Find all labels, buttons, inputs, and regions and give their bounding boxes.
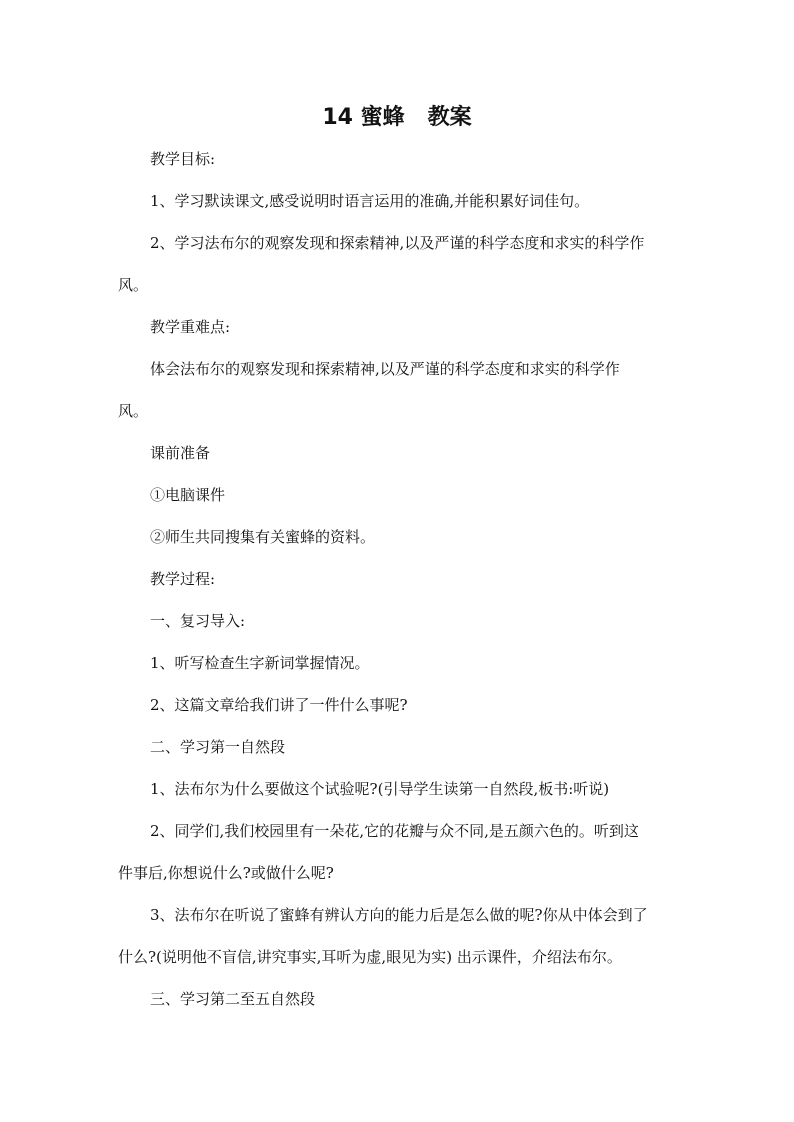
paragraph-line: 件事后,你想说什么?或做什么呢? — [118, 864, 334, 882]
paragraph-line: 体会法布尔的观察发现和探索精神,以及严谨的科学态度和求实的科学作 — [150, 360, 620, 378]
paragraph-line: 什么?(说明他不盲信,讲究事实,耳听为虚,眼见为实) 出示课件，介绍法布尔。 — [118, 948, 622, 966]
paragraph-line: 2、同学们,我们校园里有一朵花,它的花瓣与众不同,是五颜六色的。听到这 — [150, 822, 639, 840]
subsection-heading: 三、学习第二至五自然段 — [150, 990, 316, 1008]
list-item: ②师生共同搜集有关蜜蜂的资料。 — [150, 528, 376, 546]
paragraph-line: 风。 — [118, 402, 149, 420]
section-heading-objectives: 教学目标: — [150, 150, 216, 168]
section-heading-preparation: 课前准备 — [150, 444, 211, 462]
subsection-heading: 二、学习第一自然段 — [150, 738, 286, 756]
paragraph-line: 1、听写检查生字新词掌握情况。 — [150, 654, 370, 672]
list-item: ①电脑课件 — [150, 486, 226, 504]
paragraph-line: 1、法布尔为什么要做这个试验呢?(引导学生读第一自然段,板书:听说) — [150, 780, 610, 798]
paragraph-line: 风。 — [118, 276, 149, 294]
paragraph-line: 1、学习默读课文,感受说明时语言运用的准确,并能积累好词佳句。 — [150, 192, 590, 210]
paragraph-line: 2、这篇文章给我们讲了一件什么事呢? — [150, 696, 408, 714]
section-heading-process: 教学过程: — [150, 570, 216, 588]
subsection-heading: 一、复习导入: — [150, 612, 246, 630]
section-heading-key-points: 教学重难点: — [150, 318, 231, 336]
document-title: 14 蜜蜂 教案 — [322, 105, 472, 130]
paragraph-line: 3、法布尔在听说了蜜蜂有辨认方向的能力后是怎么做的呢?你从中体会到了 — [150, 906, 648, 924]
paragraph-line: 2、学习法布尔的观察发现和探索精神,以及严谨的科学态度和求实的科学作 — [150, 234, 645, 252]
